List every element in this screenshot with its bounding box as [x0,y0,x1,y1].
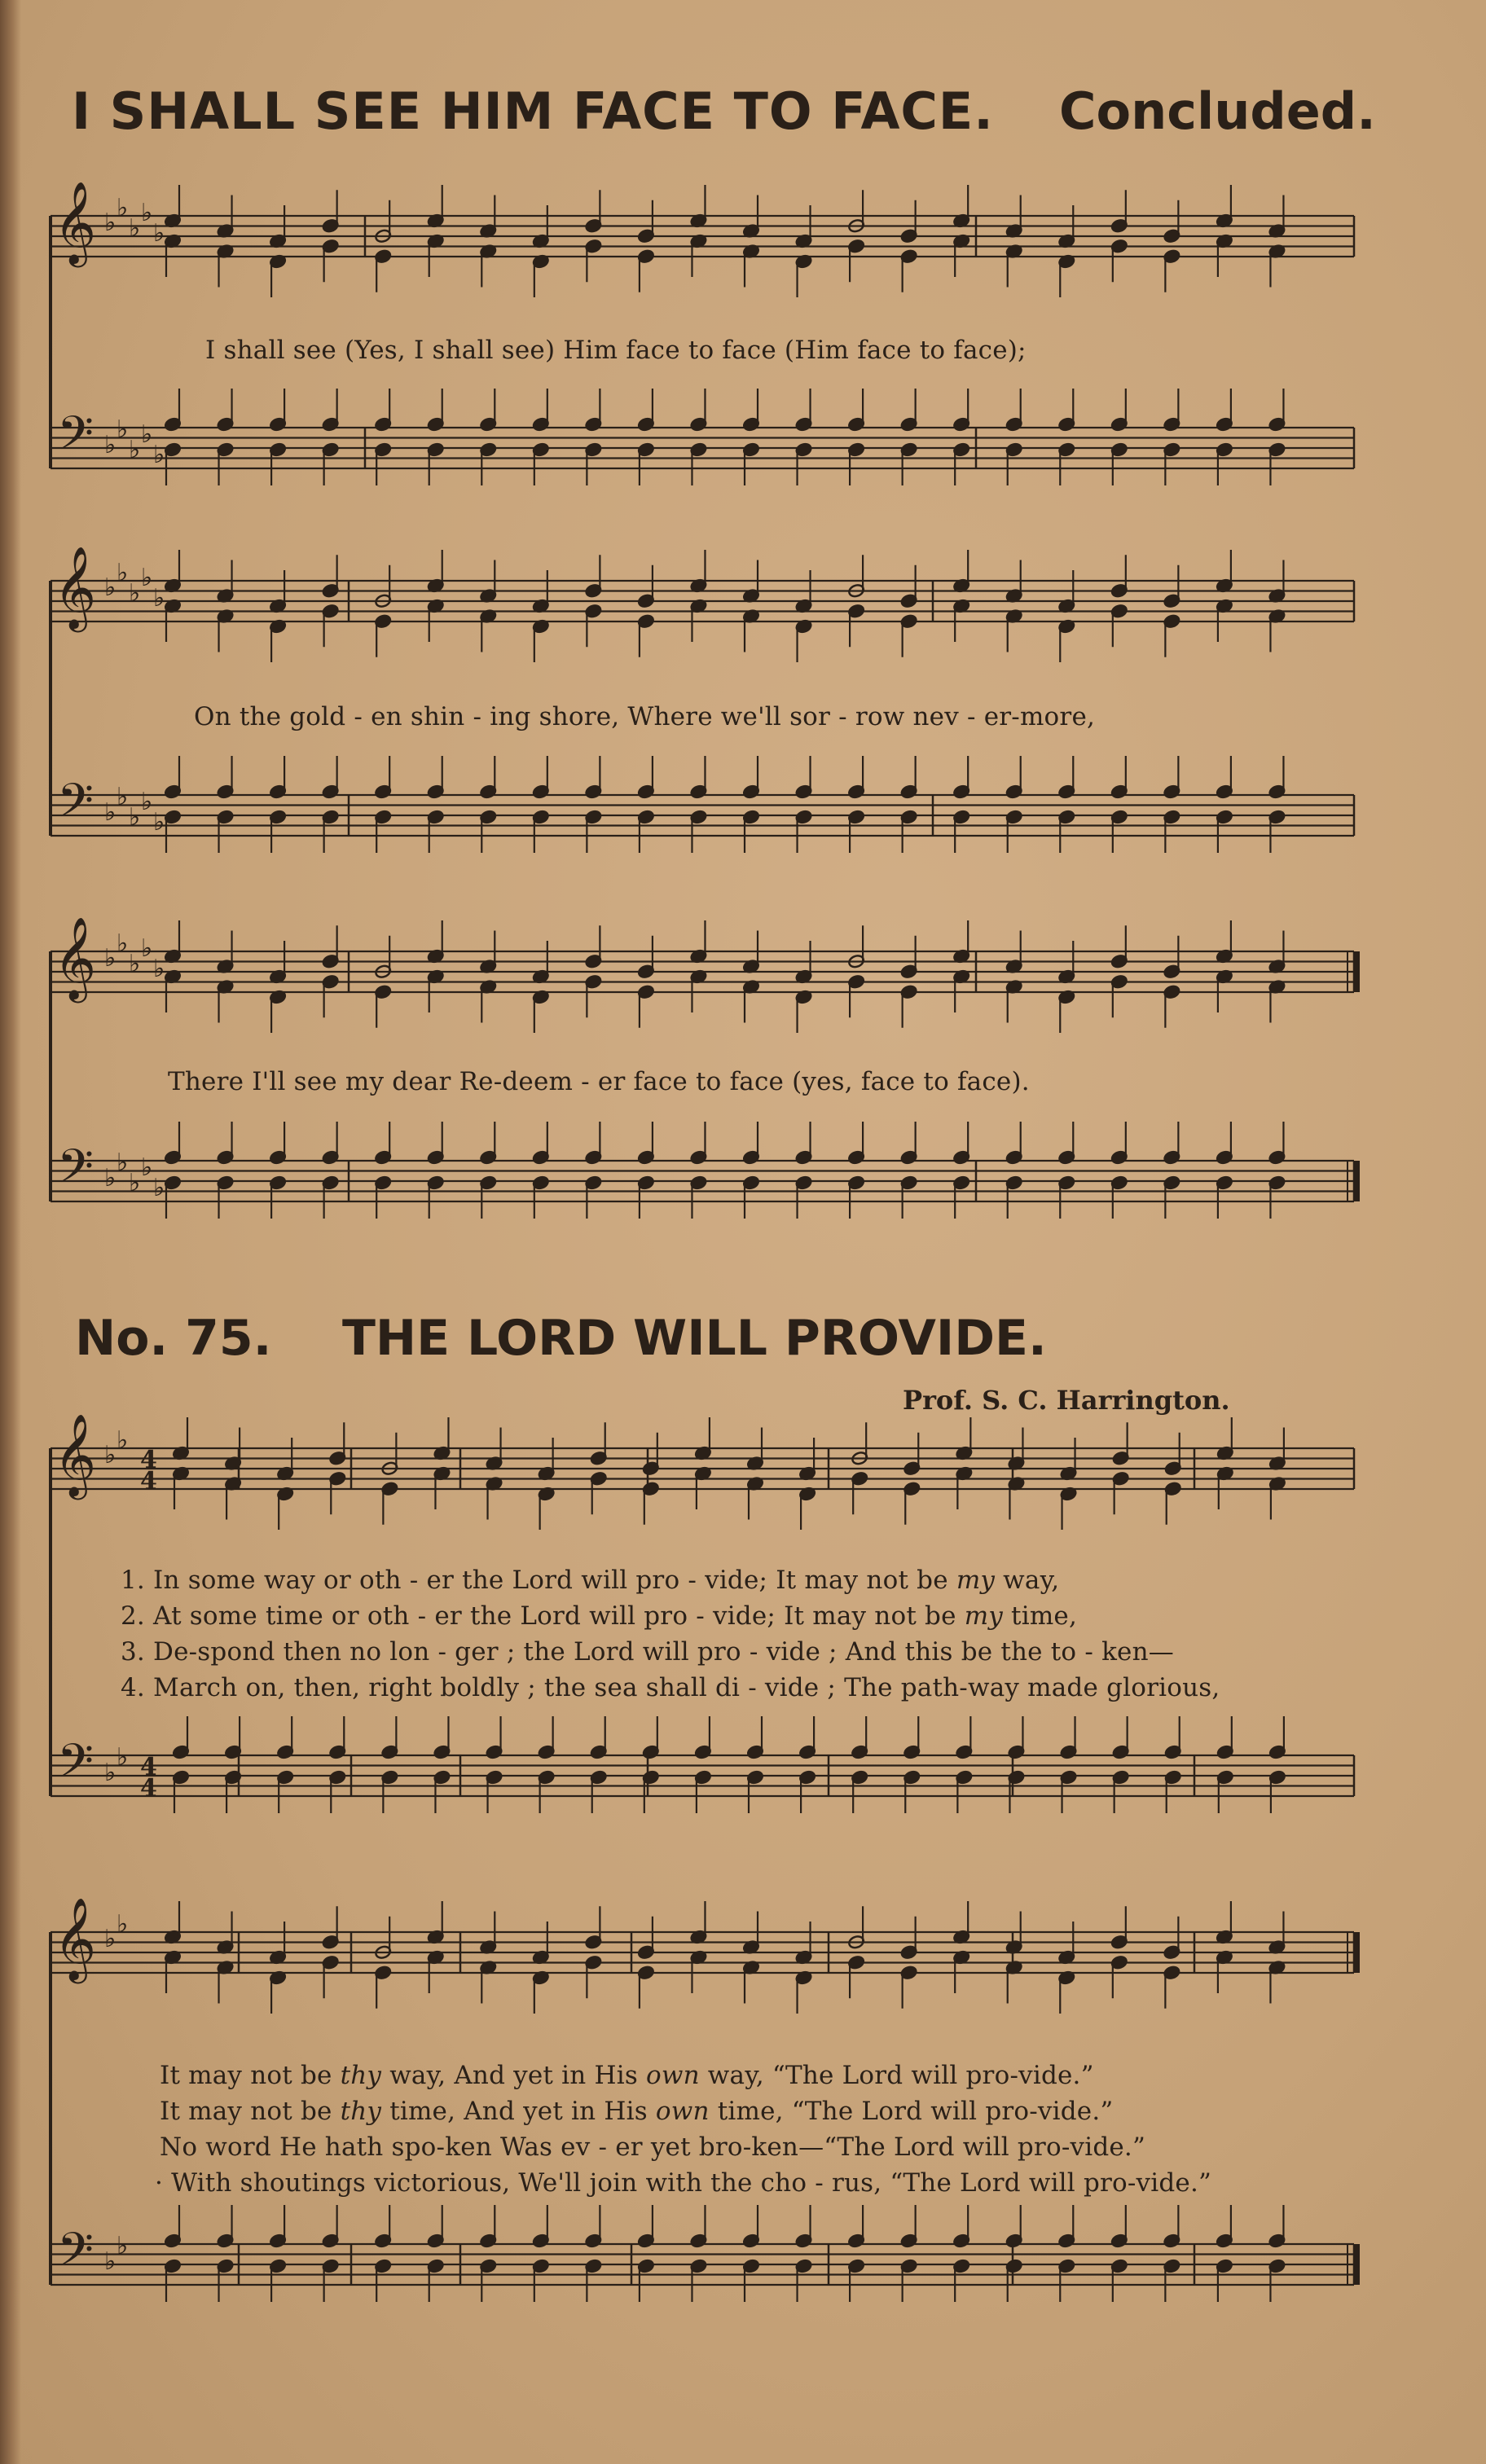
lyric-line: On the gold - en shin - ing shore, Where we'll sor - row nev - er-more, [194,702,1096,731]
treble-clef: 𝄞 [54,916,97,999]
verse-line-1: 1. In some way or oth - er the Lord will pro - vide; It may not be my way, [121,1566,1060,1595]
time-signature-bottom: 4 [140,1467,157,1496]
flat-sign: ♭ [117,1910,129,1939]
flat-sign: ♭ [153,1174,165,1202]
treble-clef: 𝄞 [54,545,97,629]
flat-sign: ♭ [117,1743,129,1772]
flat-sign: ♭ [104,209,117,237]
flat-sign: ♭ [129,214,141,243]
flat-sign: ♭ [141,1153,153,1182]
flat-sign: ♭ [129,436,141,464]
lyric-line: There I'll see my dear Re-deem - er face to face (yes, face to face). [168,1067,1030,1096]
flat-sign: ♭ [129,950,141,978]
verse-line-4: 4. March on, then, right boldly ; the sea shall di - vide ; The path-way made glorious, [121,1673,1220,1702]
flat-sign: ♭ [153,584,165,613]
flat-sign: ♭ [117,194,129,222]
flat-sign: ♭ [153,219,165,248]
verse-line-3: 3. De-spond then no lon - ger ; the Lord will pro - vide ; And this be the to - ken— [121,1637,1174,1667]
verse-line-2: 2. At some time or oth - er the Lord will pro - vide; It may not be my time, [121,1601,1078,1631]
verse-line-3-cont: No word He hath spo-ken Was ev - er yet bro-ken—“The Lord will pro-vide.” [160,2132,1146,2162]
flat-sign: ♭ [117,415,129,444]
hymn-title: I SHALL SEE HIM FACE TO FACE. [72,81,994,141]
verse-line-4-cont: · With shoutings victorious, We'll join with the cho - rus, “The Lord will pro-vide.” [155,2168,1212,2198]
bass-clef: 𝄢 [57,1139,95,1206]
bass-clef: 𝄢 [57,2222,95,2289]
lyric-line: I shall see (Yes, I shall see) Him face to face (Him face to face); [205,336,1027,365]
time-signature-top: 4 [140,1753,157,1781]
hymn-number: No. 75. [75,1310,272,1367]
flat-sign: ♭ [104,431,117,459]
flat-sign: ♭ [141,564,153,592]
flat-sign: ♭ [153,808,165,837]
flat-sign: ♭ [117,1426,129,1455]
flat-sign: ♭ [129,579,141,608]
flat-sign: ♭ [129,1169,141,1197]
flat-sign: ♭ [117,559,129,587]
bass-clef: 𝄢 [57,1733,95,1800]
flat-sign: ♭ [104,1441,117,1469]
flat-sign: ♭ [141,788,153,816]
bass-clef: 𝄢 [57,406,95,472]
time-signature-bottom: 4 [140,1774,157,1803]
flat-sign: ♭ [117,1149,129,1177]
flat-sign: ♭ [104,1759,117,1787]
flat-sign: ♭ [141,934,153,963]
flat-sign: ♭ [117,2232,129,2260]
flat-sign: ♭ [129,803,141,832]
flat-sign: ♭ [104,1925,117,1953]
flat-sign: ♭ [104,798,117,827]
flat-sign: ♭ [141,420,153,449]
treble-clef: 𝄞 [54,180,97,264]
time-signature-top: 4 [140,1446,157,1474]
composer-credit: Prof. S. C. Harrington. [903,1385,1230,1416]
treble-clef: 𝄞 [54,1412,97,1496]
bass-clef: 𝄢 [57,773,95,840]
hymn-title: THE LORD WILL PROVIDE. [342,1310,1047,1367]
flat-sign: ♭ [141,199,153,227]
flat-sign: ♭ [104,2247,117,2276]
hymn-subtitle: Concluded. [1059,81,1376,141]
flat-sign: ♭ [153,955,165,983]
flat-sign: ♭ [117,929,129,958]
flat-sign: ♭ [117,783,129,811]
treble-clef: 𝄞 [54,1896,97,1980]
flat-sign: ♭ [104,944,117,973]
flat-sign: ♭ [153,441,165,469]
flat-sign: ♭ [104,573,117,602]
flat-sign: ♭ [104,1164,117,1192]
verse-line-1-cont: It may not be thy way, And yet in His own way, “The Lord will pro-vide.” [160,2061,1094,2090]
verse-line-2-cont: It may not be thy time, And yet in His own time, “The Lord will pro-vide.” [160,2097,1114,2126]
